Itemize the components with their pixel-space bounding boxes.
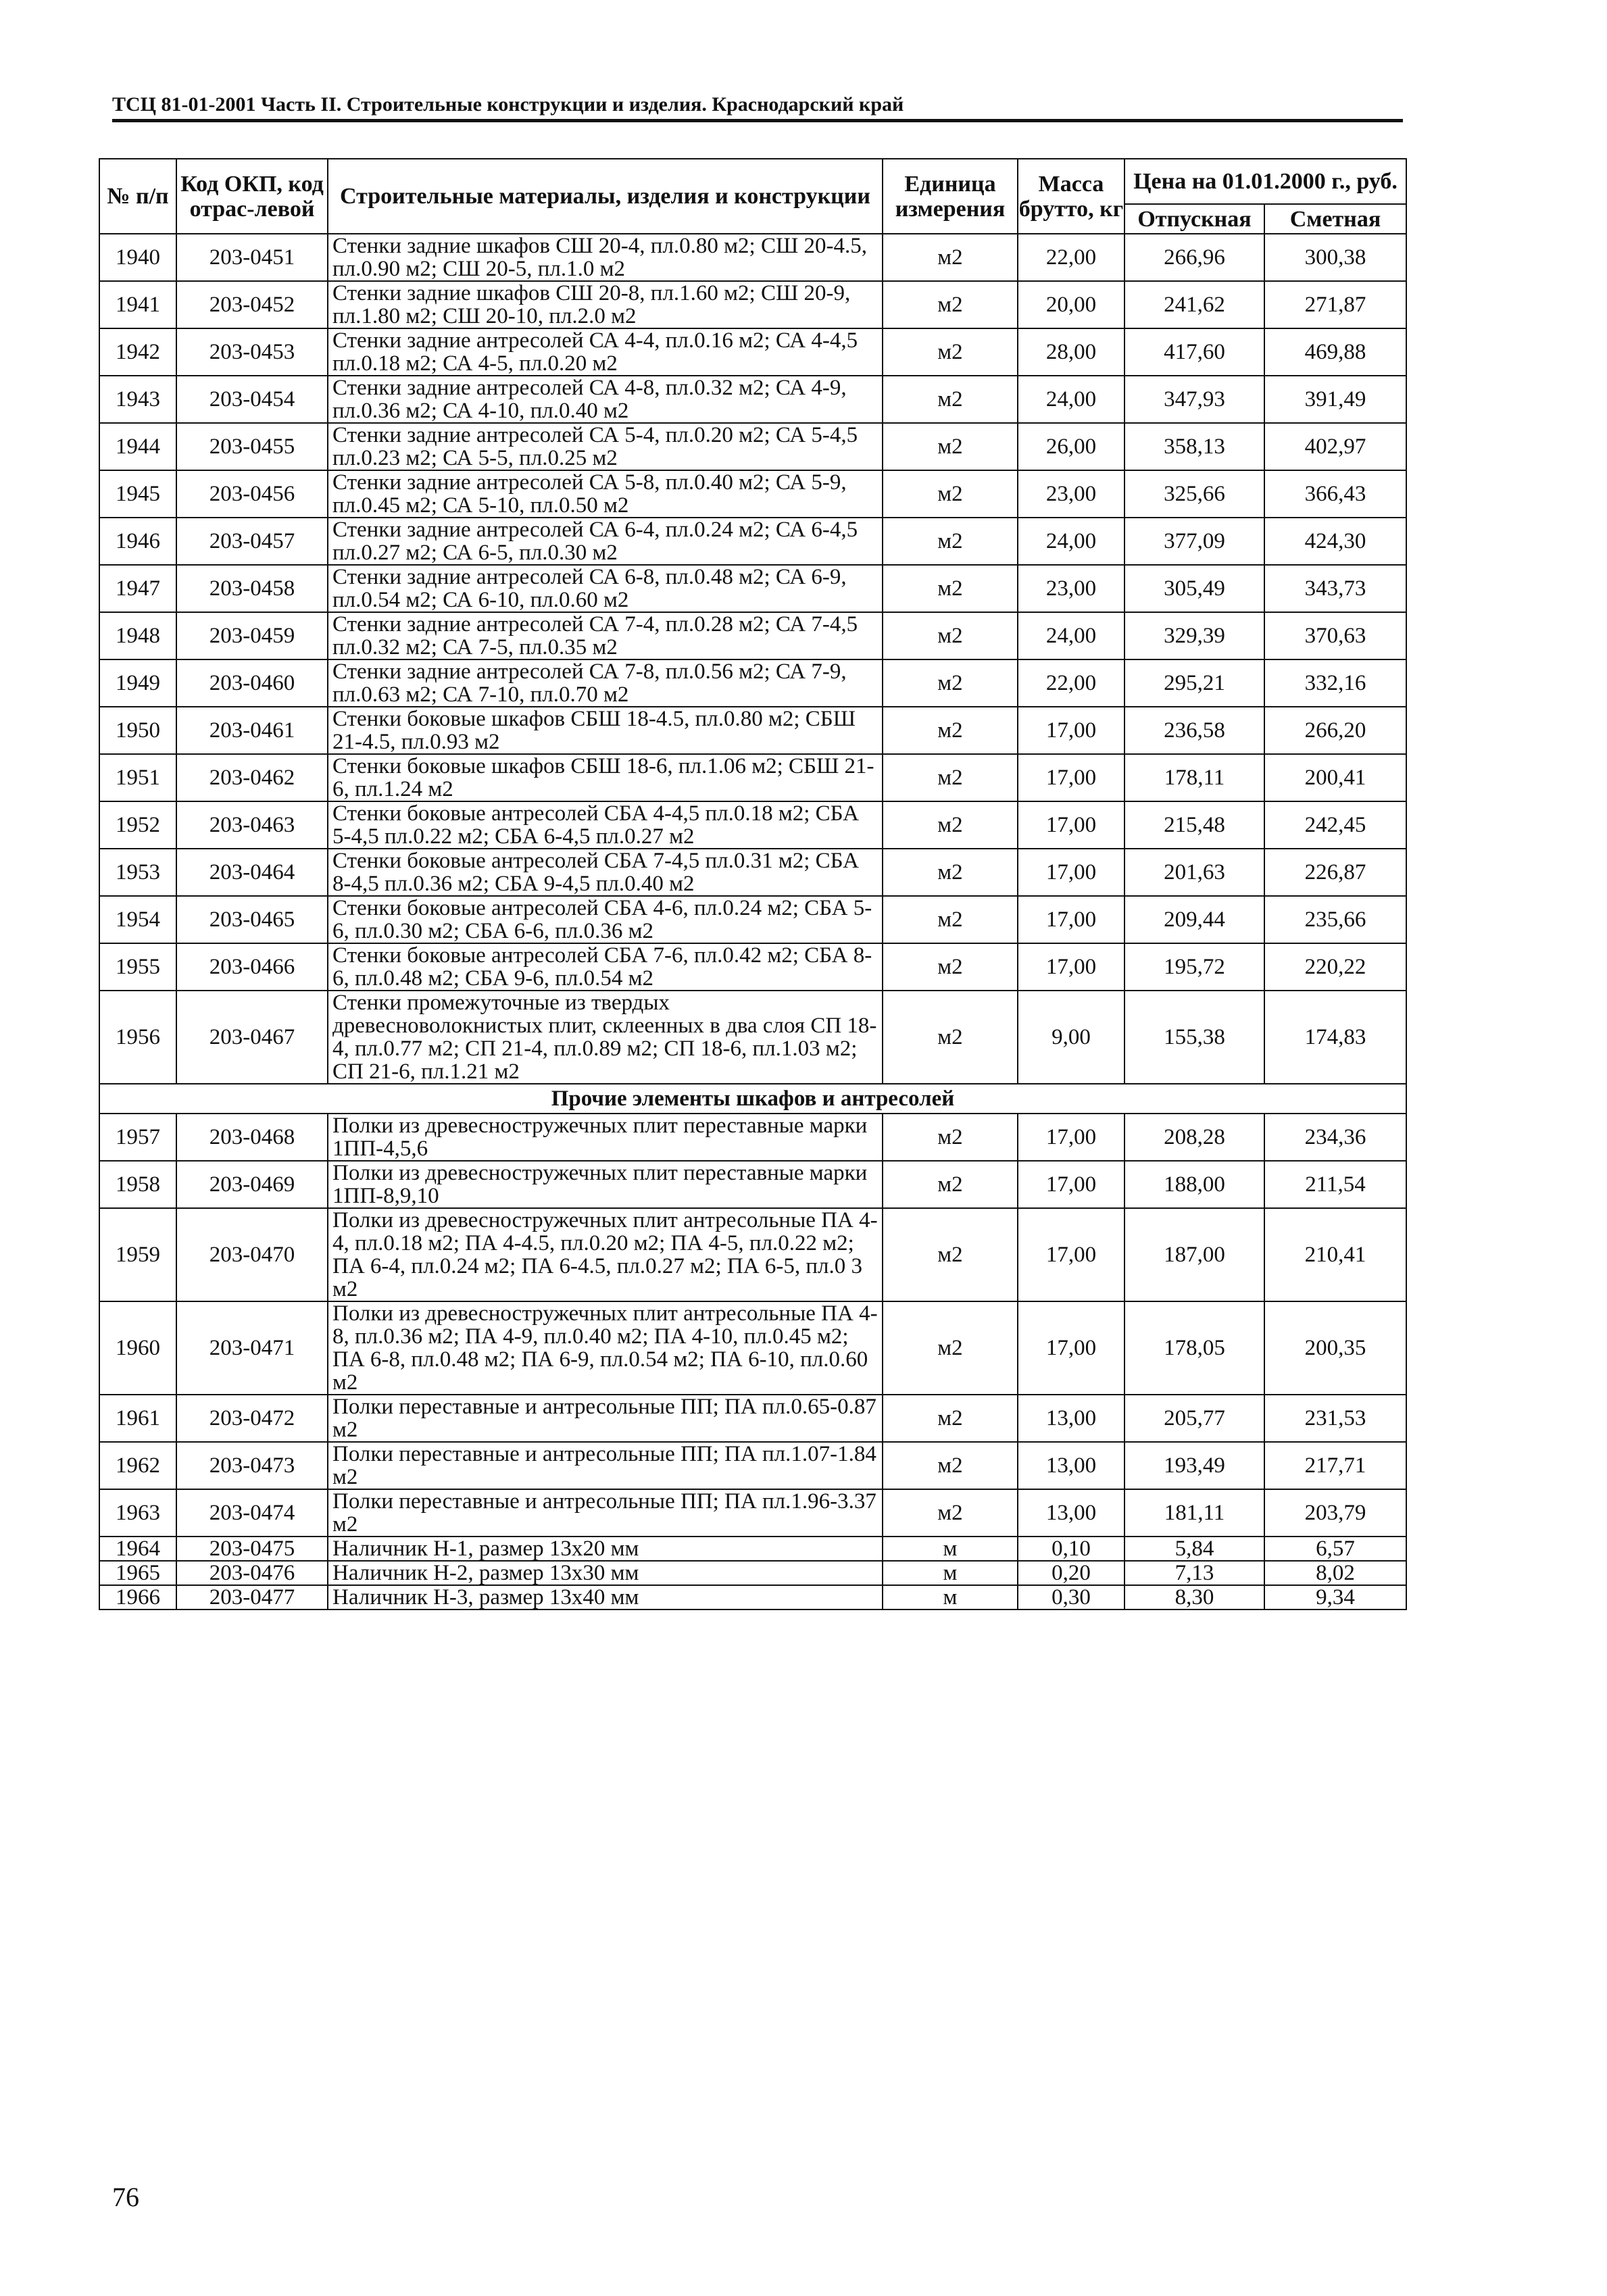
cell-name: Стенки боковые антресолей СБА 4-6, пл.0.24 м2; СБА 5-6, пл.0.30 м2; СБА 6-6, пл.0.36 м2 [328, 896, 883, 943]
cell-mass: 28,00 [1018, 328, 1124, 376]
cell-mass: 13,00 [1018, 1395, 1124, 1442]
cell-num: 1959 [99, 1208, 176, 1301]
cell-unit: м2 [883, 1489, 1018, 1537]
table-row [99, 1585, 1406, 1609]
cell-num: 1961 [99, 1395, 176, 1442]
cell-unit: м2 [883, 376, 1018, 423]
cell-price-release: 377,09 [1124, 518, 1264, 565]
cell-price-release: 187,00 [1124, 1208, 1264, 1301]
cell-mass: 17,00 [1018, 896, 1124, 943]
cell-price-estimate: 210,41 [1264, 1208, 1406, 1301]
cell-mass: 0,10 [1018, 1537, 1124, 1561]
cell-num: 1963 [99, 1489, 176, 1537]
cell-code: 203-0469 [176, 1161, 328, 1208]
cell-mass: 17,00 [1018, 801, 1124, 849]
table-row [99, 281, 1406, 328]
cell-name: Наличник Н-3, размер 13х40 мм [328, 1585, 883, 1609]
cell-unit: м2 [883, 1301, 1018, 1395]
table-row [99, 1208, 1406, 1301]
cell-name: Наличник Н-2, размер 13х30 мм [328, 1561, 883, 1585]
table-row [99, 612, 1406, 659]
cell-price-release: 7,13 [1124, 1561, 1264, 1585]
cell-mass: 24,00 [1018, 376, 1124, 423]
table-row [99, 801, 1406, 849]
table-row [99, 1537, 1406, 1561]
cell-num: 1945 [99, 470, 176, 518]
cell-unit: м2 [883, 801, 1018, 849]
cell-unit: м2 [883, 1161, 1018, 1208]
col-header-num: № п/п [99, 159, 176, 234]
cell-num: 1943 [99, 376, 176, 423]
cell-num: 1941 [99, 281, 176, 328]
cell-price-release: 8,30 [1124, 1585, 1264, 1609]
col-header-price-estimate: Сметная [1264, 204, 1406, 234]
cell-unit: м2 [883, 1395, 1018, 1442]
cell-num: 1947 [99, 565, 176, 612]
cell-mass: 17,00 [1018, 1208, 1124, 1301]
cell-mass: 22,00 [1018, 659, 1124, 707]
cell-name: Полки из древесностружечных плит переставные марки 1ПП-8,9,10 [328, 1161, 883, 1208]
cell-name: Стенки задние антресолей СА 7-4, пл.0.28 м2; СА 7-4,5 пл.0.32 м2; СА 7-5, пл.0.35 м2 [328, 612, 883, 659]
cell-code: 203-0475 [176, 1537, 328, 1561]
price-table [99, 158, 1407, 1610]
cell-price-estimate: 242,45 [1264, 801, 1406, 849]
cell-unit: м2 [883, 612, 1018, 659]
col-header-mass: Масса брутто, кг [1018, 159, 1124, 234]
cell-price-release: 155,38 [1124, 991, 1264, 1084]
cell-name: Стенки задние антресолей СА 4-4, пл.0.16 м2; СА 4-4,5 пл.0.18 м2; СА 4-5, пл.0.20 м2 [328, 328, 883, 376]
table-row [99, 1114, 1406, 1161]
table-body [99, 234, 1406, 1609]
table-row [99, 1489, 1406, 1537]
cell-price-release: 266,96 [1124, 234, 1264, 281]
cell-name: Стенки задние антресолей СА 7-8, пл.0.56 м2; СА 7-9, пл.0.63 м2; СА 7-10, пл.0.70 м2 [328, 659, 883, 707]
cell-price-release: 5,84 [1124, 1537, 1264, 1561]
cell-mass: 17,00 [1018, 1301, 1124, 1395]
cell-unit: м2 [883, 943, 1018, 991]
cell-code: 203-0468 [176, 1114, 328, 1161]
cell-name: Стенки задние шкафов СШ 20-8, пл.1.60 м2; СШ 20-9, пл.1.80 м2; СШ 20-10, пл.2.0 м2 [328, 281, 883, 328]
cell-num: 1953 [99, 849, 176, 896]
cell-price-estimate: 235,66 [1264, 896, 1406, 943]
cell-unit: м2 [883, 659, 1018, 707]
table-row [99, 328, 1406, 376]
cell-mass: 24,00 [1018, 612, 1124, 659]
cell-code: 203-0476 [176, 1561, 328, 1585]
cell-price-estimate: 226,87 [1264, 849, 1406, 896]
cell-price-estimate: 200,41 [1264, 754, 1406, 801]
cell-unit: м2 [883, 754, 1018, 801]
cell-price-estimate: 200,35 [1264, 1301, 1406, 1395]
cell-code: 203-0455 [176, 423, 328, 470]
cell-unit: м2 [883, 849, 1018, 896]
cell-price-release: 329,39 [1124, 612, 1264, 659]
cell-name: Стенки задние антресолей СА 5-8, пл.0.40 м2; СА 5-9, пл.0.45 м2; СА 5-10, пл.0.50 м2 [328, 470, 883, 518]
page-number: 76 [112, 2182, 139, 2212]
cell-price-release: 236,58 [1124, 707, 1264, 754]
cell-code: 203-0465 [176, 896, 328, 943]
cell-code: 203-0470 [176, 1208, 328, 1301]
table-row [99, 991, 1406, 1084]
cell-code: 203-0471 [176, 1301, 328, 1395]
cell-price-estimate: 234,36 [1264, 1114, 1406, 1161]
cell-unit: м [883, 1561, 1018, 1585]
cell-name: Полки переставные и антресольные ПП; ПА пл.0.65-0.87 м2 [328, 1395, 883, 1442]
cell-price-estimate: 402,97 [1264, 423, 1406, 470]
cell-name: Полки переставные и антресольные ПП; ПА пл.1.07-1.84 м2 [328, 1442, 883, 1489]
cell-name: Полки из древесностружечных плит переставные марки 1ПП-4,5,6 [328, 1114, 883, 1161]
cell-mass: 17,00 [1018, 849, 1124, 896]
cell-unit: м2 [883, 1114, 1018, 1161]
cell-code: 203-0459 [176, 612, 328, 659]
cell-unit: м2 [883, 518, 1018, 565]
cell-name: Наличник Н-1, размер 13х20 мм [328, 1537, 883, 1561]
cell-num: 1957 [99, 1114, 176, 1161]
cell-num: 1964 [99, 1537, 176, 1561]
table-row [99, 1395, 1406, 1442]
section-row [99, 1084, 1406, 1114]
table-row [99, 1161, 1406, 1208]
cell-unit: м2 [883, 281, 1018, 328]
cell-mass: 17,00 [1018, 1161, 1124, 1208]
cell-name: Стенки боковые антресолей СБА 4-4,5 пл.0.18 м2; СБА 5-4,5 пл.0.22 м2; СБА 6-4,5 пл.0.27 м2 [328, 801, 883, 849]
cell-unit: м2 [883, 234, 1018, 281]
cell-price-estimate: 424,30 [1264, 518, 1406, 565]
cell-code: 203-0460 [176, 659, 328, 707]
table-row [99, 659, 1406, 707]
cell-price-release: 295,21 [1124, 659, 1264, 707]
cell-mass: 13,00 [1018, 1489, 1124, 1537]
cell-num: 1946 [99, 518, 176, 565]
cell-unit: м2 [883, 423, 1018, 470]
cell-num: 1950 [99, 707, 176, 754]
cell-mass: 17,00 [1018, 1114, 1124, 1161]
table-row [99, 234, 1406, 281]
cell-code: 203-0451 [176, 234, 328, 281]
cell-num: 1942 [99, 328, 176, 376]
table-row [99, 565, 1406, 612]
cell-price-estimate: 370,63 [1264, 612, 1406, 659]
table-row [99, 470, 1406, 518]
cell-num: 1948 [99, 612, 176, 659]
cell-mass: 17,00 [1018, 754, 1124, 801]
cell-num: 1951 [99, 754, 176, 801]
cell-name: Стенки задние антресолей СА 4-8, пл.0.32 м2; СА 4-9, пл.0.36 м2; СА 4-10, пл.0.40 м2 [328, 376, 883, 423]
cell-unit: м2 [883, 470, 1018, 518]
cell-mass: 26,00 [1018, 423, 1124, 470]
cell-mass: 23,00 [1018, 565, 1124, 612]
cell-name: Стенки боковые антресолей СБА 7-6, пл.0.42 м2; СБА 8-6, пл.0.48 м2; СБА 9-6, пл.0.54 м2 [328, 943, 883, 991]
cell-num: 1956 [99, 991, 176, 1084]
cell-num: 1944 [99, 423, 176, 470]
cell-price-release: 209,44 [1124, 896, 1264, 943]
cell-price-release: 325,66 [1124, 470, 1264, 518]
cell-price-release: 215,48 [1124, 801, 1264, 849]
cell-price-release: 195,72 [1124, 943, 1264, 991]
cell-code: 203-0464 [176, 849, 328, 896]
cell-price-release: 181,11 [1124, 1489, 1264, 1537]
cell-unit: м2 [883, 896, 1018, 943]
cell-name: Стенки задние антресолей СА 5-4, пл.0.20 м2; СА 5-4,5 пл.0.23 м2; СА 5-5, пл.0.25 м2 [328, 423, 883, 470]
col-header-price-group: Цена на 01.01.2000 г., руб. [1124, 159, 1406, 204]
table-row [99, 1561, 1406, 1585]
cell-price-estimate: 6,57 [1264, 1537, 1406, 1561]
cell-price-release: 347,93 [1124, 376, 1264, 423]
cell-name: Стенки задние антресолей СА 6-8, пл.0.48 м2; СА 6-9, пл.0.54 м2; СА 6-10, пл.0.60 м2 [328, 565, 883, 612]
cell-price-release: 208,28 [1124, 1114, 1264, 1161]
cell-unit: м2 [883, 991, 1018, 1084]
cell-price-release: 178,05 [1124, 1301, 1264, 1395]
cell-price-estimate: 217,71 [1264, 1442, 1406, 1489]
cell-price-release: 201,63 [1124, 849, 1264, 896]
cell-code: 203-0458 [176, 565, 328, 612]
cell-price-estimate: 271,87 [1264, 281, 1406, 328]
cell-code: 203-0467 [176, 991, 328, 1084]
table-row [99, 1301, 1406, 1395]
cell-name: Стенки боковые шкафов СБШ 18-6, пл.1.06 м2; СБШ 21-6, пл.1.24 м2 [328, 754, 883, 801]
cell-num: 1962 [99, 1442, 176, 1489]
cell-mass: 23,00 [1018, 470, 1124, 518]
table-row [99, 707, 1406, 754]
table-row [99, 518, 1406, 565]
cell-num: 1965 [99, 1561, 176, 1585]
cell-price-estimate: 332,16 [1264, 659, 1406, 707]
cell-price-estimate: 211,54 [1264, 1161, 1406, 1208]
cell-code: 203-0473 [176, 1442, 328, 1489]
table-row [99, 376, 1406, 423]
cell-price-release: 358,13 [1124, 423, 1264, 470]
cell-mass: 24,00 [1018, 518, 1124, 565]
cell-code: 203-0461 [176, 707, 328, 754]
cell-name: Стенки боковые антресолей СБА 7-4,5 пл.0.31 м2; СБА 8-4,5 пл.0.36 м2; СБА 9-4,5 пл.0.40 м2 [328, 849, 883, 896]
cell-unit: м2 [883, 565, 1018, 612]
cell-num: 1960 [99, 1301, 176, 1395]
cell-code: 203-0462 [176, 754, 328, 801]
cell-unit: м [883, 1537, 1018, 1561]
cell-name: Стенки задние шкафов СШ 20-4, пл.0.80 м2; СШ 20-4.5, пл.0.90 м2; СШ 20-5, пл.1.0 м2 [328, 234, 883, 281]
cell-name: Полки из древесностружечных плит антресольные ПА 4-4, пл.0.18 м2; ПА 4-4.5, пл.0.20 м2; ПА 4-5, пл.0.22 м2; ПА 6-4, пл.0.24 м2; ПА 6-4.5, пл.0.27 м2; ПА 6-5, пл.0 3 м2 [328, 1208, 883, 1301]
cell-price-estimate: 300,38 [1264, 234, 1406, 281]
col-header-price-release: Отпускная [1124, 204, 1264, 234]
cell-price-release: 417,60 [1124, 328, 1264, 376]
running-header: ТСЦ 81-01-2001 Часть II. Строительные конструкции и изделия. Краснодарский край [112, 93, 904, 116]
cell-num: 1952 [99, 801, 176, 849]
cell-unit: м2 [883, 707, 1018, 754]
cell-price-estimate: 391,49 [1264, 376, 1406, 423]
cell-name: Полки из древесностружечных плит антресольные ПА 4-8, пл.0.36 м2; ПА 4-9, пл.0.40 м2; ПА 4-10, пл.0.45 м2; ПА 6-8, пл.0.48 м2; ПА 6-9, пл.0.54 м2; ПА 6-10, пл.0.60 м2 [328, 1301, 883, 1395]
cell-name: Стенки промежуточные из твердых древесноволокнистых плит, склеенных в два слоя СП 18-4, пл.0.77 м2; СП 21-4, пл.0.89 м2; СП 18-6, пл.1.03 м2; СП 21-6, пл.1.21 м2 [328, 991, 883, 1084]
cell-mass: 20,00 [1018, 281, 1124, 328]
cell-code: 203-0453 [176, 328, 328, 376]
cell-mass: 17,00 [1018, 707, 1124, 754]
cell-price-estimate: 366,43 [1264, 470, 1406, 518]
cell-price-estimate: 174,83 [1264, 991, 1406, 1084]
cell-unit: м2 [883, 328, 1018, 376]
cell-num: 1954 [99, 896, 176, 943]
cell-mass: 9,00 [1018, 991, 1124, 1084]
cell-code: 203-0466 [176, 943, 328, 991]
table-row [99, 896, 1406, 943]
cell-price-estimate: 469,88 [1264, 328, 1406, 376]
cell-price-release: 205,77 [1124, 1395, 1264, 1442]
cell-mass: 0,30 [1018, 1585, 1124, 1609]
cell-code: 203-0477 [176, 1585, 328, 1609]
cell-unit: м2 [883, 1208, 1018, 1301]
cell-code: 203-0474 [176, 1489, 328, 1537]
cell-mass: 17,00 [1018, 943, 1124, 991]
col-header-code: Код ОКП, код отрас-левой [176, 159, 328, 234]
cell-price-estimate: 343,73 [1264, 565, 1406, 612]
table-row [99, 423, 1406, 470]
cell-num: 1940 [99, 234, 176, 281]
col-header-unit: Единица измерения [883, 159, 1018, 234]
cell-price-release: 188,00 [1124, 1161, 1264, 1208]
cell-price-estimate: 203,79 [1264, 1489, 1406, 1537]
cell-name: Стенки задние антресолей СА 6-4, пл.0.24 м2; СА 6-4,5 пл.0.27 м2; СА 6-5, пл.0.30 м2 [328, 518, 883, 565]
section-title: Прочие элементы шкафов и антресолей [99, 1084, 1406, 1114]
cell-mass: 0,20 [1018, 1561, 1124, 1585]
cell-price-estimate: 8,02 [1264, 1561, 1406, 1585]
table-row [99, 943, 1406, 991]
cell-mass: 22,00 [1018, 234, 1124, 281]
cell-num: 1966 [99, 1585, 176, 1609]
cell-price-estimate: 231,53 [1264, 1395, 1406, 1442]
cell-mass: 13,00 [1018, 1442, 1124, 1489]
table-row [99, 849, 1406, 896]
cell-num: 1958 [99, 1161, 176, 1208]
cell-code: 203-0472 [176, 1395, 328, 1442]
cell-unit: м2 [883, 1442, 1018, 1489]
header-rule [112, 119, 1403, 122]
cell-num: 1955 [99, 943, 176, 991]
cell-price-estimate: 220,22 [1264, 943, 1406, 991]
cell-price-estimate: 9,34 [1264, 1585, 1406, 1609]
cell-code: 203-0454 [176, 376, 328, 423]
cell-price-estimate: 266,20 [1264, 707, 1406, 754]
table-row [99, 754, 1406, 801]
cell-name: Стенки боковые шкафов СБШ 18-4.5, пл.0.80 м2; СБШ 21-4.5, пл.0.93 м2 [328, 707, 883, 754]
cell-price-release: 178,11 [1124, 754, 1264, 801]
cell-code: 203-0457 [176, 518, 328, 565]
table-row [99, 1442, 1406, 1489]
cell-name: Полки переставные и антресольные ПП; ПА пл.1.96-3.37 м2 [328, 1489, 883, 1537]
cell-price-release: 193,49 [1124, 1442, 1264, 1489]
cell-num: 1949 [99, 659, 176, 707]
cell-price-release: 305,49 [1124, 565, 1264, 612]
cell-code: 203-0463 [176, 801, 328, 849]
cell-code: 203-0452 [176, 281, 328, 328]
cell-unit: м [883, 1585, 1018, 1609]
col-header-name: Строительные материалы, изделия и конструкции [328, 159, 883, 234]
cell-code: 203-0456 [176, 470, 328, 518]
cell-price-release: 241,62 [1124, 281, 1264, 328]
